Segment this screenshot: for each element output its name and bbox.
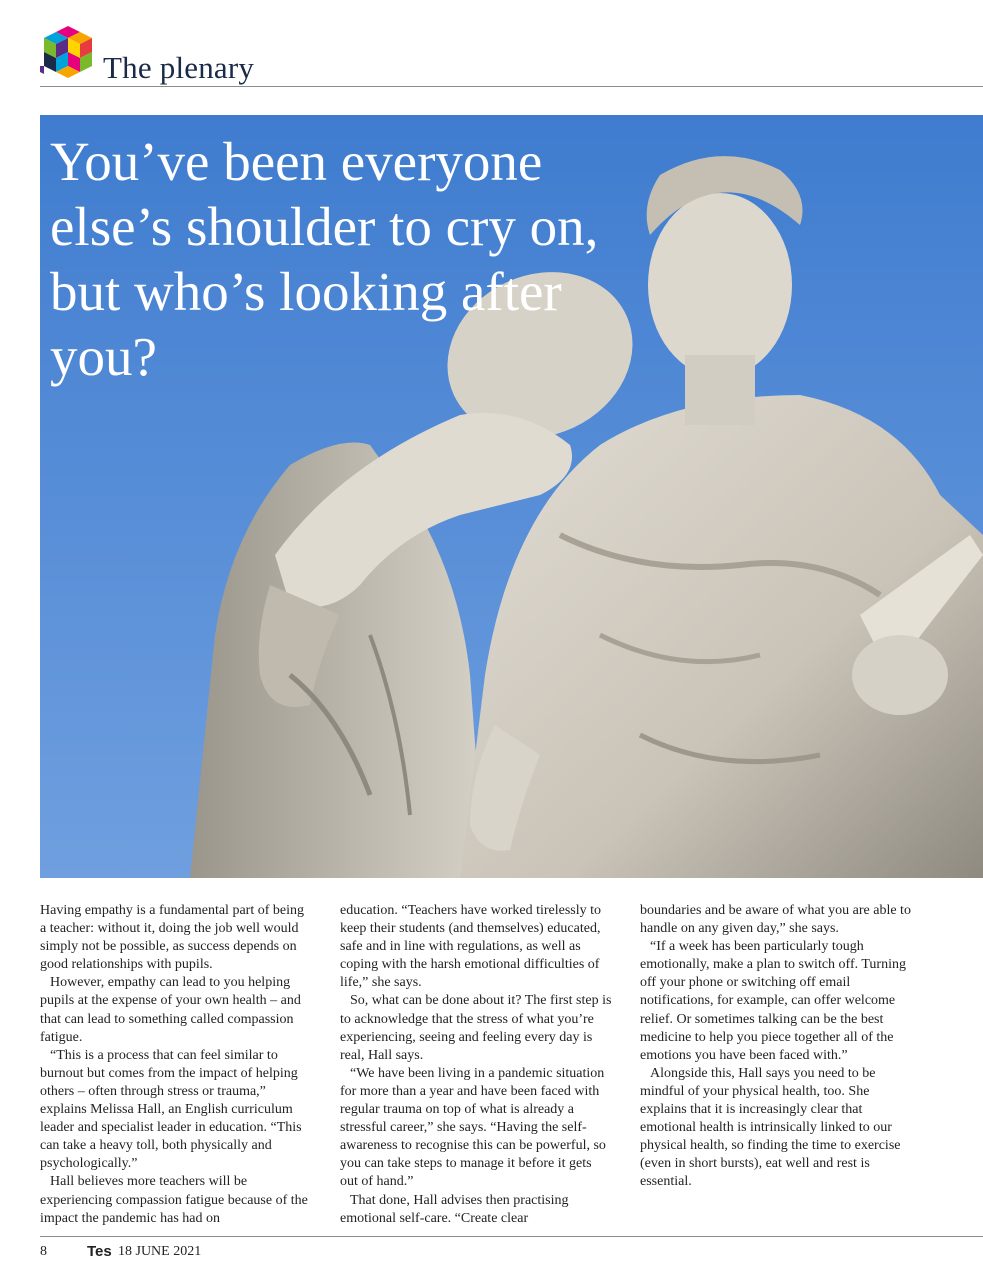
paragraph: “We have been living in a pandemic situation for more than a year and have been faced with regular trauma on top of what is already a stressful career,” she says. “Having the self-awareness to recognise this can be powerful, so you can take steps to manage it before it gets out of hand.” [340,1065,606,1190]
article-column-3 [640,902,912,1192]
paragraph: So, what can be done about it? The first step is to acknowledge that the stress of what you’re experiencing, seeing and feeling every day is real, Hall says. [340,993,612,1063]
paragraph: “This is a process that can feel similar to burnout but comes from the impact of helping others – often through stress or trauma,” explains Melissa Hall, an English curriculum leader and specialist leader in education. “This can take a heavy toll, both physically and psychologically.” [40,1047,302,1172]
paragraph: Hall believes more teachers will be experiencing compassion fatigue because of the impact the pandemic has had on [40,1174,308,1226]
paragraph: “If a week has been particularly tough emotionally, make a plan to switch off. Turning off your phone or switching off email notifications, for example, can offer welcome relief. Or sometimes talking can be the best medicine to help you piece together all of the emotions you have been faced with.” [640,939,906,1063]
paragraph: However, empathy can lead to you helping pupils at the expense of your own health – and that can lead to something called compassion fatigue. [40,975,301,1045]
paragraph: Having empathy is a fundamental part of being a teacher: without it, doing the job well would simply not be possible, as success depends on good relationships with pupils. [40,903,304,973]
paragraph: education. “Teachers have worked tirelessly to keep their students (and themselves) educated, safe and in line with regulations, as well as coping with the harsh emotional difficulties of life,” she says. [340,903,602,991]
paragraph: Alongside this, Hall says you need to be mindful of your physical health, too. She explains that it is increasingly clear that emotional health is intrinsically linked to our physical health, so finding the time to exercise (even in short bursts), eat well and rest is essential. [640,1065,901,1190]
footer-divider [40,1236,983,1237]
article-column-2 [340,902,612,1228]
article-column-1 [40,902,312,1228]
paragraph: boundaries and be aware of what you are able to handle on any given day,” she says. [640,903,911,937]
paragraph: That done, Hall advises then practising emotional self-care. “Create clear [340,1192,569,1226]
page-number: 8 [40,1244,47,1259]
brand-name: Tes [87,1243,112,1260]
header-divider [40,86,983,87]
issue-date: 18 JUNE 2021 [118,1244,202,1259]
page-header [40,24,983,88]
section-title: The plenary [103,50,255,85]
tes-cube-logo-icon [40,26,96,80]
article-body [40,902,955,1227]
hero-image [40,115,983,878]
headline: You’ve been everyone else’s shoulder to cry on, but who’s looking after you? [50,131,599,387]
